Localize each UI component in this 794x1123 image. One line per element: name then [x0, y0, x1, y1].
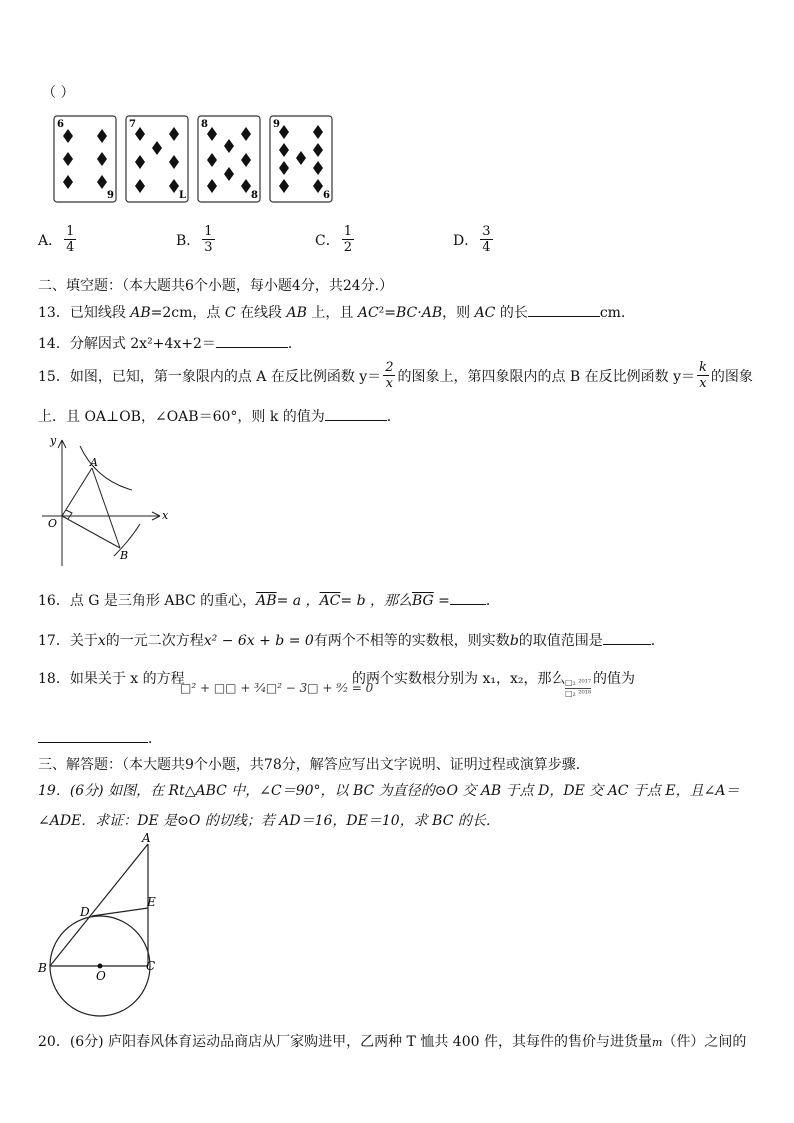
answer-blank: [450, 592, 486, 605]
card-6: [54, 116, 116, 202]
question-18-blank: ．: [38, 728, 162, 748]
question-18-mid: 的两个实数根分别为 x₁，x₂，那么: [352, 671, 566, 687]
point-c-label: C: [146, 959, 156, 973]
option-c: C． $\frac{1}{2}$: [315, 224, 352, 255]
question-17: 17．关于x的一元二次方程x² − 6x + b = 0有两个不相等的实数根，则实数b的取值范围是 ．: [38, 633, 665, 649]
point-e-label: E: [147, 895, 156, 909]
question-19-line2: ∠ADE．求证：DE 是⊙O 的切线；若 AD＝16，DE＝10，求 BC 的长．: [38, 813, 500, 829]
card-9: [270, 116, 332, 202]
point-b-label: B: [120, 549, 129, 562]
question-16: 16．点 G 是三角形 ABC 的重心，$\overline{AB}= a$ ，$\overline{AC}= b$ ，那么$\overline{BG}$ = ．: [38, 593, 500, 609]
card-rank: 9: [273, 119, 280, 130]
question-15-line1: 15．如图，已知，第一象限内的点 A 在反比例函数 y＝ $\frac{2}{x}$ 的图象上，第四象限内的点 B 在反比例函数 y＝ $\frac{k}{x}$ 的图象: [38, 360, 753, 391]
axis-y-label: y: [50, 434, 57, 447]
point-a-label: A: [142, 831, 151, 845]
card-rank: 6: [57, 119, 64, 130]
question-14: 14．分解因式 2x²+4x+2＝ ．: [38, 336, 302, 352]
answer-blank: [216, 335, 288, 348]
answer-blank: [528, 304, 600, 317]
answer-blank: [325, 408, 387, 421]
card-rank-bottom: 6: [323, 190, 330, 201]
question-13: 13．已知线段 AB=2cm，点 C 在线段 AB 上，且 AC²=BC·AB，则 AC 的长 cm．: [38, 305, 635, 321]
question-18-start: 18．如果关于 x 的方程: [38, 671, 185, 687]
question-20: 20．(6分) 庐阳春风体育运动品商店从厂家购进甲，乙两种 T 恤共 400 件，其每件的售价与进货量m（件）之间的: [38, 1034, 747, 1050]
playing-cards-figure: [50, 112, 340, 212]
option-b: B． $\frac{1}{3}$: [176, 224, 213, 255]
point-b-label: B: [38, 961, 47, 975]
card-7: [126, 116, 188, 202]
point-a-label: A: [90, 456, 98, 469]
point-o-label: O: [96, 969, 106, 983]
answer-blank: [38, 730, 148, 743]
answer-blank: [603, 632, 651, 645]
card-rank-bottom: 9: [107, 190, 114, 201]
card-8: [198, 116, 260, 202]
axis-x-label: x: [162, 509, 169, 522]
option-d: D． $\frac{3}{4}$: [453, 224, 491, 255]
answer-paren: （ ）: [42, 85, 75, 101]
q19-figure: [34, 830, 174, 1040]
question-19-line1: 19．(6分) 如图，在 Rt△ABC 中，∠C＝90°，以 BC 为直径的⊙O 交 AB 于点 D，DE 交 AC 于点 E，且∠A＝: [38, 783, 740, 799]
origin-label: O: [48, 517, 58, 530]
card-rank-bottom: L: [179, 190, 187, 201]
card-rank-bottom: 8: [251, 190, 258, 201]
q15-figure: [36, 430, 176, 570]
option-a: A． $\frac{1}{4}$: [38, 224, 75, 255]
point-d-label: D: [80, 905, 90, 919]
q18-fraction: □₂ ²⁰¹⁷ □₂ ²⁰¹⁸: [565, 678, 592, 698]
section-2-heading: 二、填空题：（本大题共6个小题，每小题4分，共24分.）: [38, 278, 394, 294]
card-rank: 8: [201, 119, 208, 130]
question-15-line2: 上．且 OA⊥OB，∠OAB＝60°，则 k 的值为 ．: [38, 409, 401, 425]
question-18-end: 的值为: [593, 671, 635, 687]
card-rank: 7: [129, 119, 136, 130]
section-3-heading: 三、解答题：（本大题共9个小题，共78分，解答应写出文字说明、证明过程或演算步骤．: [38, 757, 590, 773]
q18-equation: □² + □□ + ³⁄₄□² − 3□ + ⁹⁄₂ = 0: [180, 681, 374, 695]
